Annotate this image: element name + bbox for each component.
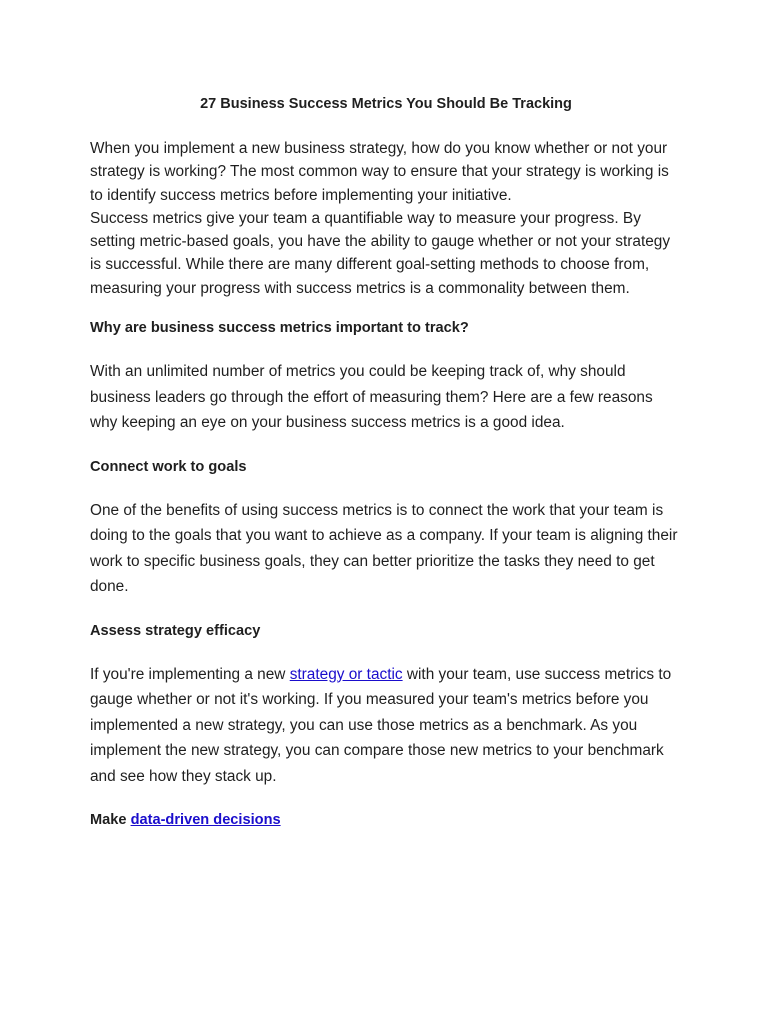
intro-paragraph-1: When you implement a new business strategy, how do you know whether or not your strategy is working? The most common way to ensure that your strategy is working is to identify success metrics before implementing your initiative. bbox=[90, 140, 669, 204]
assess-text-before-link: If you're implementing a new bbox=[90, 665, 290, 683]
document-title: 27 Business Success Metrics You Should Be Tracking bbox=[200, 96, 572, 112]
strategy-or-tactic-link[interactable]: strategy or tactic bbox=[289, 665, 403, 683]
make-heading-prefix: Make bbox=[90, 812, 131, 829]
section-body-connect: One of the benefits of using success metrics is to connect the work that your team is doing to the goals that you want to achieve as a company. If your team is aligning their work to specific business goals, they can better prioritize the tasks they need to get done. bbox=[90, 501, 678, 596]
section-body-why: With an unlimited number of metrics you could be keeping track of, why should business leaders go through the effort of measuring them? Here are a few reasons why keeping an eye on your business success metrics is a good idea. bbox=[90, 363, 653, 432]
section-body-assess bbox=[90, 662, 682, 790]
intro-paragraph-2: Success metrics give your team a quantifiable way to measure your progress. By setting metric-based goals, you have the ability to gauge whether or not your strategy is successful. While there are many different goal-setting methods to choose from, measuring your progress with success metrics is a commonality between them. bbox=[90, 209, 671, 297]
section-heading-make bbox=[90, 808, 682, 832]
document-page bbox=[90, 92, 682, 851]
section-heading-assess: Assess strategy efficacy bbox=[90, 622, 261, 639]
assess-text-after-link: with your team, use success metrics to gauge whether or not it's working. If you measured your team's metrics before you implemented a new strategy, you can use those metrics as a benchmark. As you implement the new strategy, you can compare those new metrics to your benchmark and see how they stack up. bbox=[90, 665, 672, 785]
section-heading-connect: Connect work to goals bbox=[90, 458, 247, 475]
section-heading-why: Why are business success metrics important to track? bbox=[90, 320, 469, 337]
data-driven-decisions-link[interactable]: data-driven decisions bbox=[130, 812, 281, 829]
